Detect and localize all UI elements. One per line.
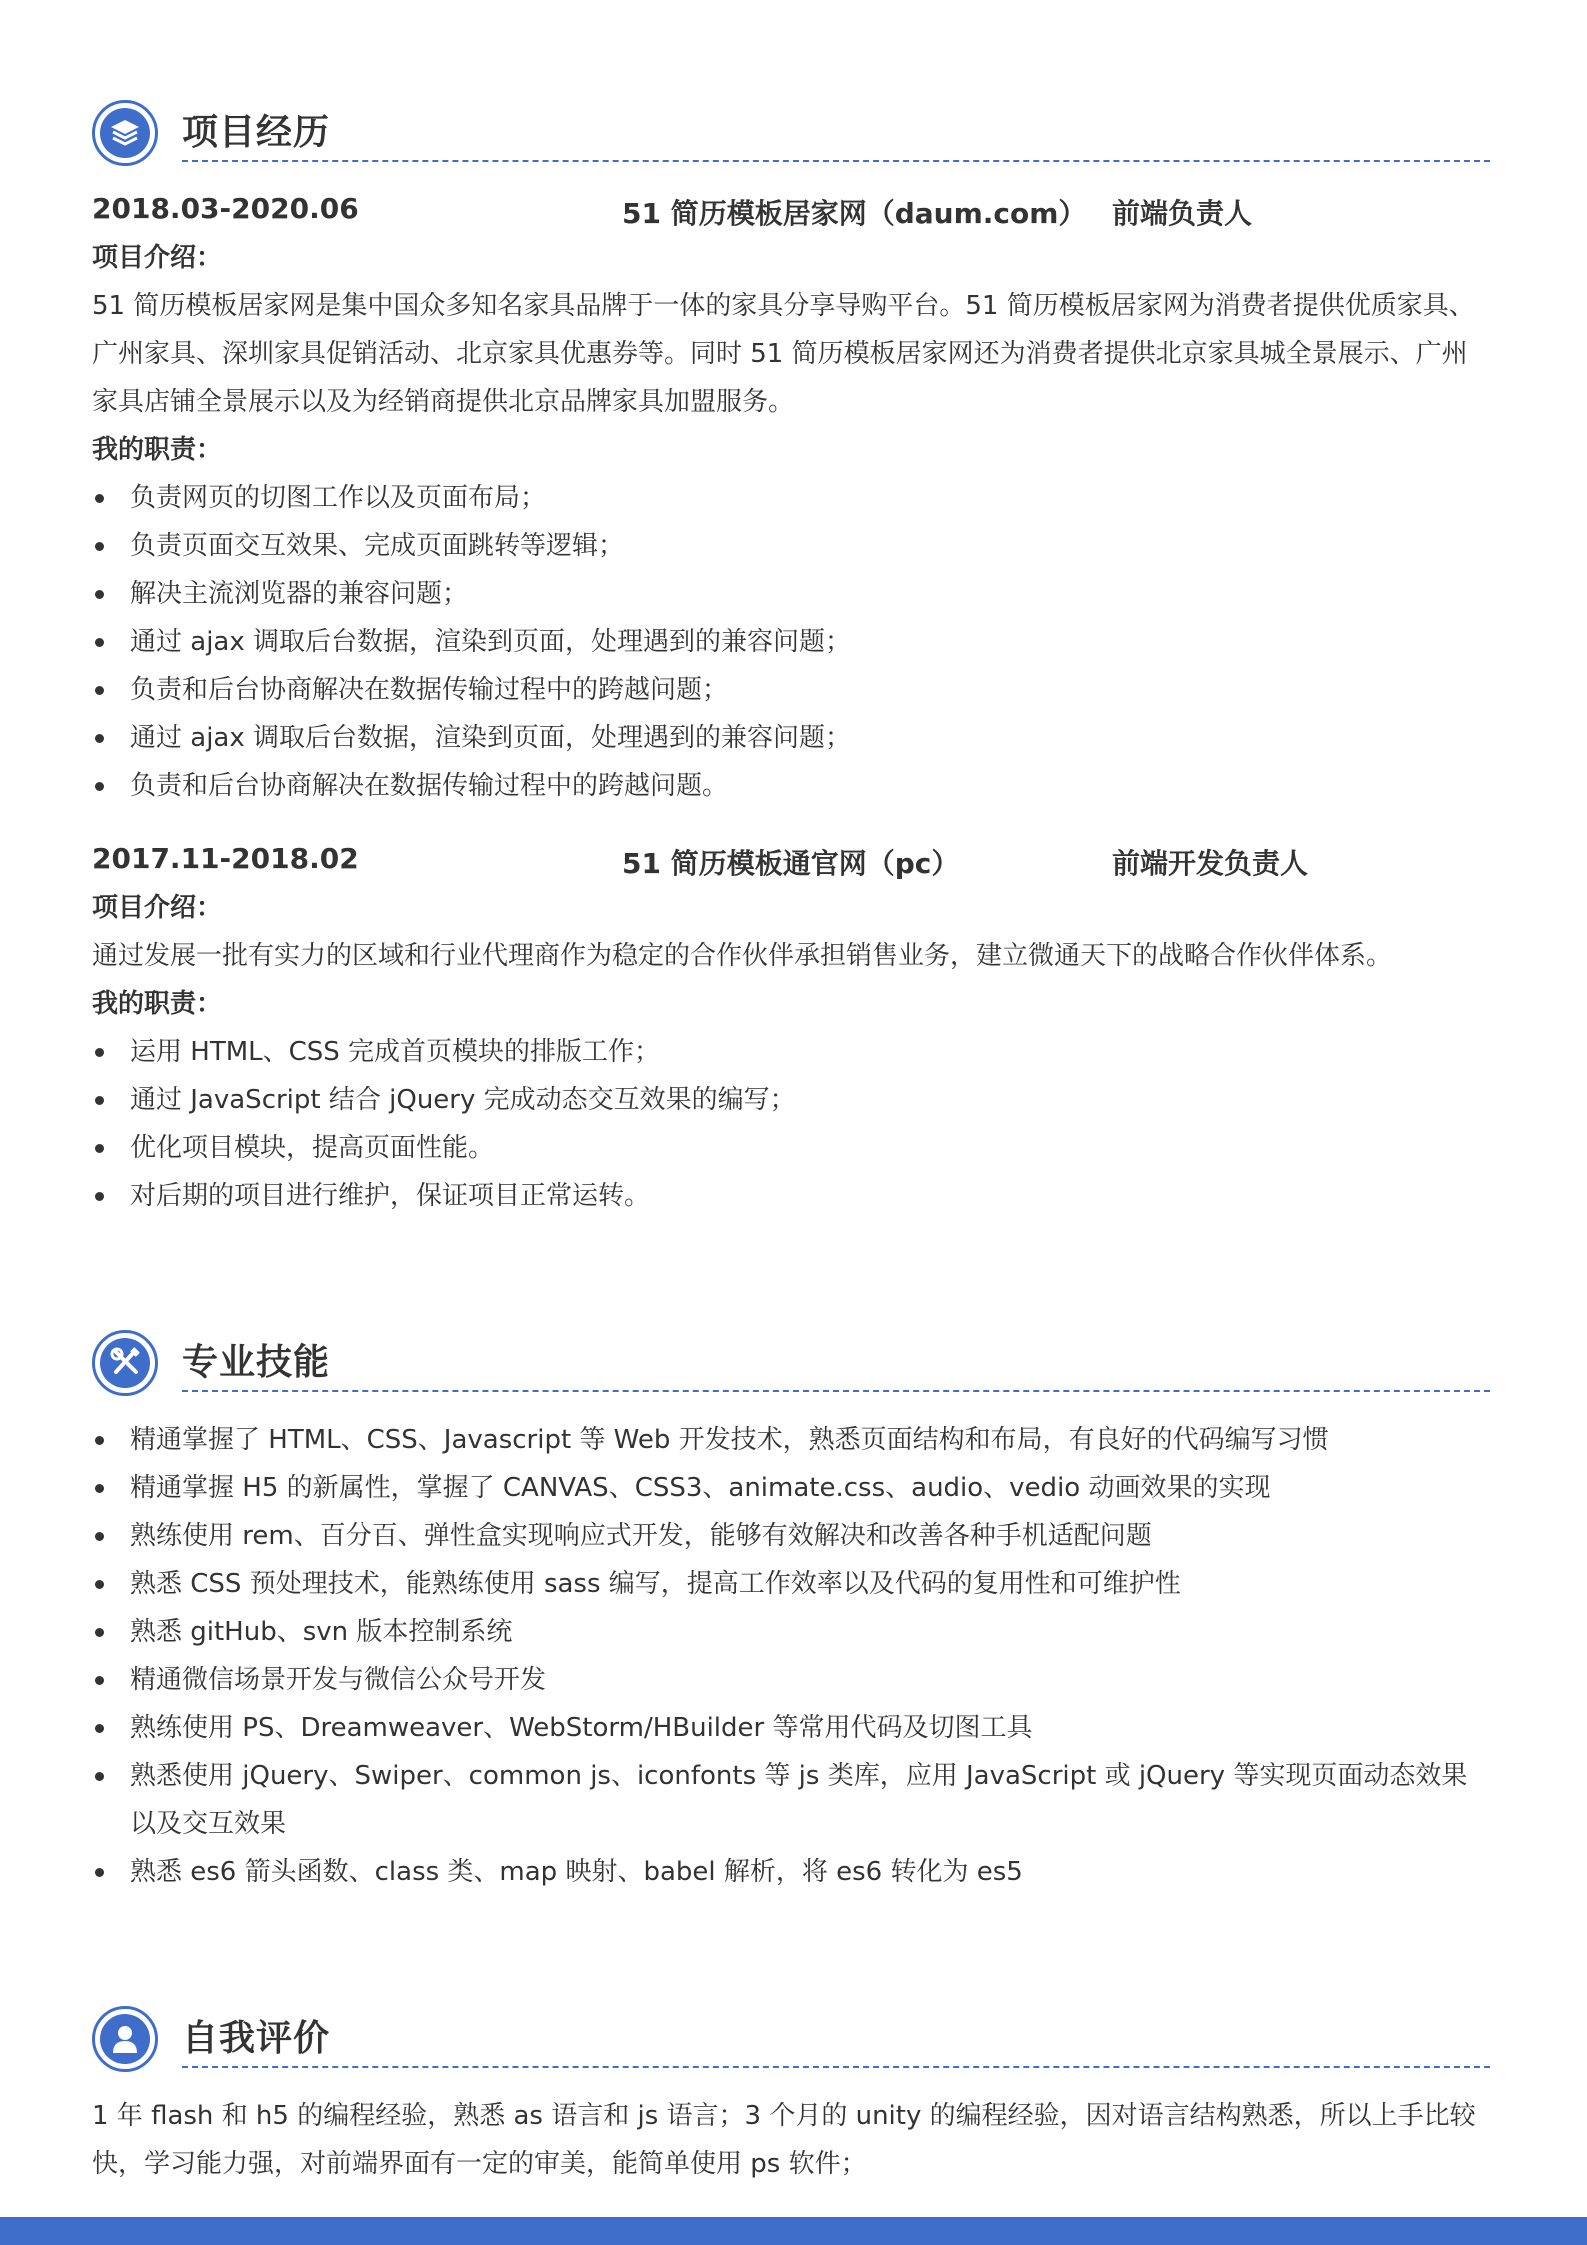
list-item: 精通掌握 H5 的新属性，掌握了 CANVAS、CSS3、animate.css、audio、vedio 动画效果的实现	[92, 1464, 1490, 1512]
project-intro-label: 项目介绍：	[92, 243, 223, 273]
user-icon	[92, 2006, 158, 2072]
project-date: 2017.11-2018.02	[92, 842, 359, 875]
project-intro-text: 51 简历模板居家网是集中国众多知名家具品牌于一体的家具分享导购平台。51 简历模板居家网为消费者提供优质家具、广州家具、深圳家具促销活动、北京家具优惠券等。同时 51 简历模板居家网还为消费者提供北京家具城全景展示、广州家具店铺全景展示以及为经销商提供北京品牌家具加盟服务。	[92, 291, 1475, 417]
self-eval-text: 1 年 flash 和 h5 的编程经验，熟悉 as 语言和 js 语言；3 个月的 unity 的编程经验，因对语言结构熟悉，所以上手比较快，学习能力强，对前端界面有一定的审美，能简单使用 ps 软件；	[92, 2101, 1476, 2179]
section-divider	[182, 2066, 1490, 2068]
project-name: 51 简历模板居家网（daum.com）	[622, 197, 1087, 230]
project-header	[92, 186, 1490, 234]
list-item: 负责和后台协商解决在数据传输过程中的跨越问题。	[92, 762, 1490, 810]
list-item: 通过 ajax 调取后台数据，渲染到页面，处理遇到的兼容问题；	[92, 714, 1490, 762]
list-item: 精通微信场景开发与微信公众号开发	[92, 1656, 1490, 1704]
project-duty-label: 我的职责：	[92, 989, 223, 1019]
section-header-skills	[92, 1330, 1490, 1402]
section-title-skills: 专业技能	[182, 1342, 331, 1383]
resume-page	[92, 100, 1490, 2188]
project-duty-list	[92, 474, 1490, 810]
list-item: 负责和后台协商解决在数据传输过程中的跨越问题；	[92, 666, 1490, 714]
project-intro-label: 项目介绍：	[92, 893, 223, 923]
project-duty-list	[92, 1028, 1490, 1220]
list-item: 熟悉 gitHub、svn 版本控制系统	[92, 1608, 1490, 1656]
list-item: 负责页面交互效果、完成页面跳转等逻辑；	[92, 522, 1490, 570]
section-header-projects	[92, 100, 1490, 172]
list-item: 熟练使用 rem、百分百、弹性盒实现响应式开发，能够有效解决和改善各种手机适配问题	[92, 1512, 1490, 1560]
list-item: 运用 HTML、CSS 完成首页模块的排版工作；	[92, 1028, 1490, 1076]
skills-list	[92, 1416, 1490, 1896]
list-item: 熟悉 es6 箭头函数、class 类、map 映射、babel 解析，将 es6 转化为 es5	[92, 1848, 1490, 1896]
project-date: 2018.03-2020.06	[92, 192, 359, 225]
list-item: 负责网页的切图工作以及页面布局；	[92, 474, 1490, 522]
section-divider	[182, 1390, 1490, 1392]
project-role: 前端开发负责人	[1112, 847, 1309, 880]
list-item: 优化项目模块，提高页面性能。	[92, 1124, 1490, 1172]
section-title-self-eval: 自我评价	[182, 2018, 331, 2059]
footer-bar	[0, 2217, 1587, 2245]
list-item: 熟悉使用 jQuery、Swiper、common js、iconfonts 等 js 类库，应用 JavaScript 或 jQuery 等实现页面动态效果以及交互效果	[92, 1752, 1490, 1848]
list-item: 熟练使用 PS、Dreamweaver、WebStorm/HBuilder 等常用代码及切图工具	[92, 1704, 1490, 1752]
tools-icon	[92, 1330, 158, 1396]
section-title-projects: 项目经历	[182, 112, 331, 153]
list-item: 解决主流浏览器的兼容问题；	[92, 570, 1490, 618]
project-header	[92, 836, 1490, 884]
project-role: 前端负责人	[1112, 197, 1253, 230]
layers-icon	[92, 100, 158, 166]
section-divider	[182, 160, 1490, 162]
project-intro-text: 通过发展一批有实力的区域和行业代理商作为稳定的合作伙伴承担销售业务，建立微通天下的战略合作伙伴体系。	[92, 941, 1393, 971]
list-item: 通过 ajax 调取后台数据，渲染到页面，处理遇到的兼容问题；	[92, 618, 1490, 666]
section-header-self-eval	[92, 2006, 1490, 2078]
project-name: 51 简历模板通官网（pc）	[622, 847, 960, 880]
list-item: 精通掌握了 HTML、CSS、Javascript 等 Web 开发技术，熟悉页面结构和布局，有良好的代码编写习惯	[92, 1416, 1490, 1464]
project-duty-label: 我的职责：	[92, 435, 223, 465]
list-item: 通过 JavaScript 结合 jQuery 完成动态交互效果的编写；	[92, 1076, 1490, 1124]
list-item: 对后期的项目进行维护，保证项目正常运转。	[92, 1172, 1490, 1220]
list-item: 熟悉 CSS 预处理技术，能熟练使用 sass 编写，提高工作效率以及代码的复用性和可维护性	[92, 1560, 1490, 1608]
